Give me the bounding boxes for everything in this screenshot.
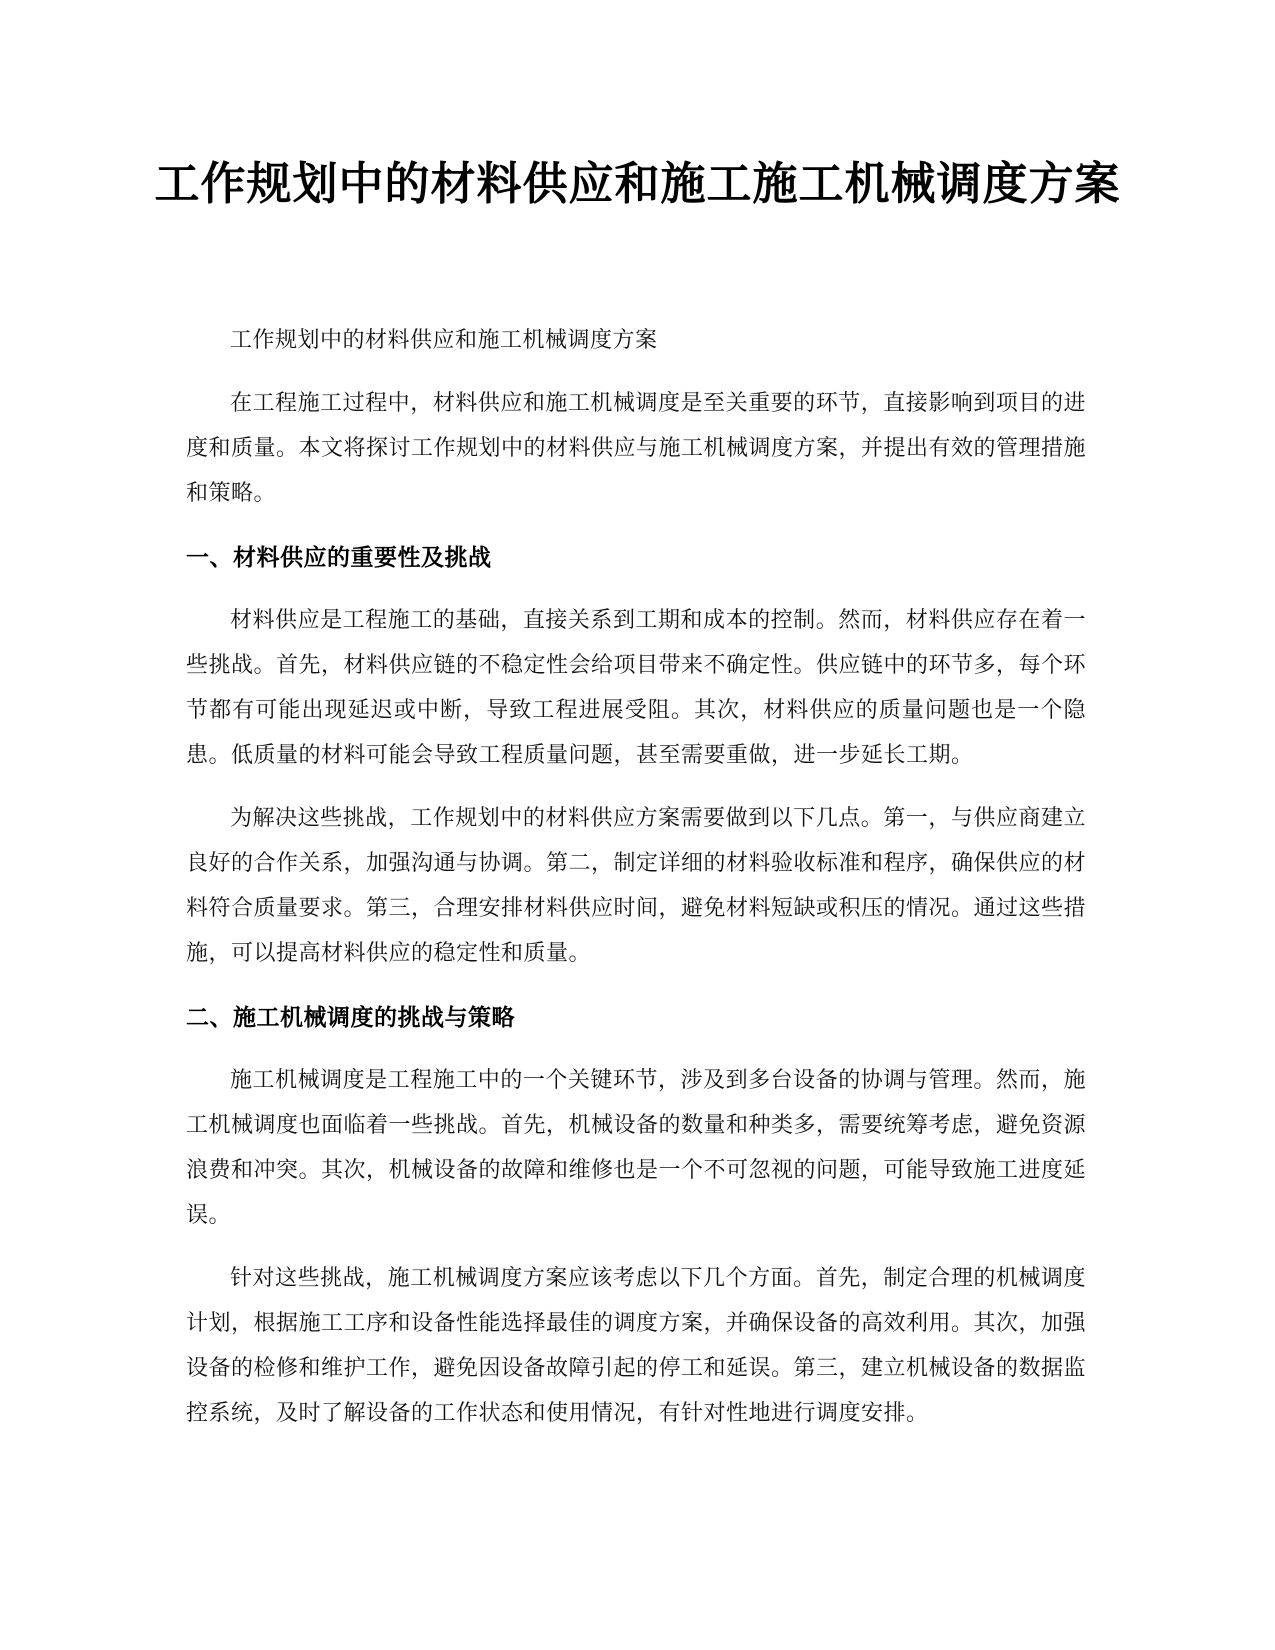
section-heading-material-supply: 一、材料供应的重要性及挑战 [186, 545, 492, 571]
section-heading-machinery-dispatch: 二、施工机械调度的挑战与策略 [186, 1005, 515, 1031]
section-2-paragraph-1: 施工机械调度是工程施工中的一个关键环节，涉及到多台设备的协调与管理。然而，施工机械调度也面临着一些挑战。首先，机械设备的数量和种类多，需要统筹考虑，避免资源浪费和冲突。其次，机械设备的故障和维修也是一个不可忽视的问题，可能导致施工进度延误。 [186, 1068, 1087, 1228]
intro-paragraph: 在工程施工过程中，材料供应和施工机械调度是至关重要的环节，直接影响到项目的进度和质量。本文将探讨工作规划中的材料供应与施工机械调度方案，并提出有效的管理措施和策略。 [186, 391, 1087, 506]
section-1-paragraph-2: 为解决这些挑战，工作规划中的材料供应方案需要做到以下几点。第一，与供应商建立良好的合作关系，加强沟通与协调。第二，制定详细的材料验收标准和程序，确保供应的材料符合质量要求。第三，合理安排材料供应时间，避免材料短缺或积压的情况。通过这些措施，可以提高材料供应的稳定性和质量。 [186, 806, 1087, 966]
section-2-paragraph-2: 针对这些挑战，施工机械调度方案应该考虑以下几个方面。首先，制定合理的机械调度计划，根据施工工序和设备性能选择最佳的调度方案，并确保设备的高效利用。其次，加强设备的检修和维护工作，避免因设备故障引起的停工和延误。第三，建立机械设备的数据监控系统，及时了解设备的工作状态和使用情况，有针对性地进行调度安排。 [186, 1266, 1087, 1426]
section-1-paragraph-1: 材料供应是工程施工的基础，直接关系到工期和成本的控制。然而，材料供应存在着一些挑战。首先，材料供应链的不稳定性会给项目带来不确定性。供应链中的环节多，每个环节都有可能出现延迟或中断，导致工程进展受阻。其次，材料供应的质量问题也是一个隐患。低质量的材料可能会导致工程质量问题，甚至需要重做，进一步延长工期。 [186, 608, 1087, 768]
document-body [186, 318, 1086, 1454]
document-title: 工作规划中的材料供应和施工施工机械调度方案 [154, 157, 1121, 210]
document-subtitle: 工作规划中的材料供应和施工机械调度方案 [230, 328, 658, 353]
